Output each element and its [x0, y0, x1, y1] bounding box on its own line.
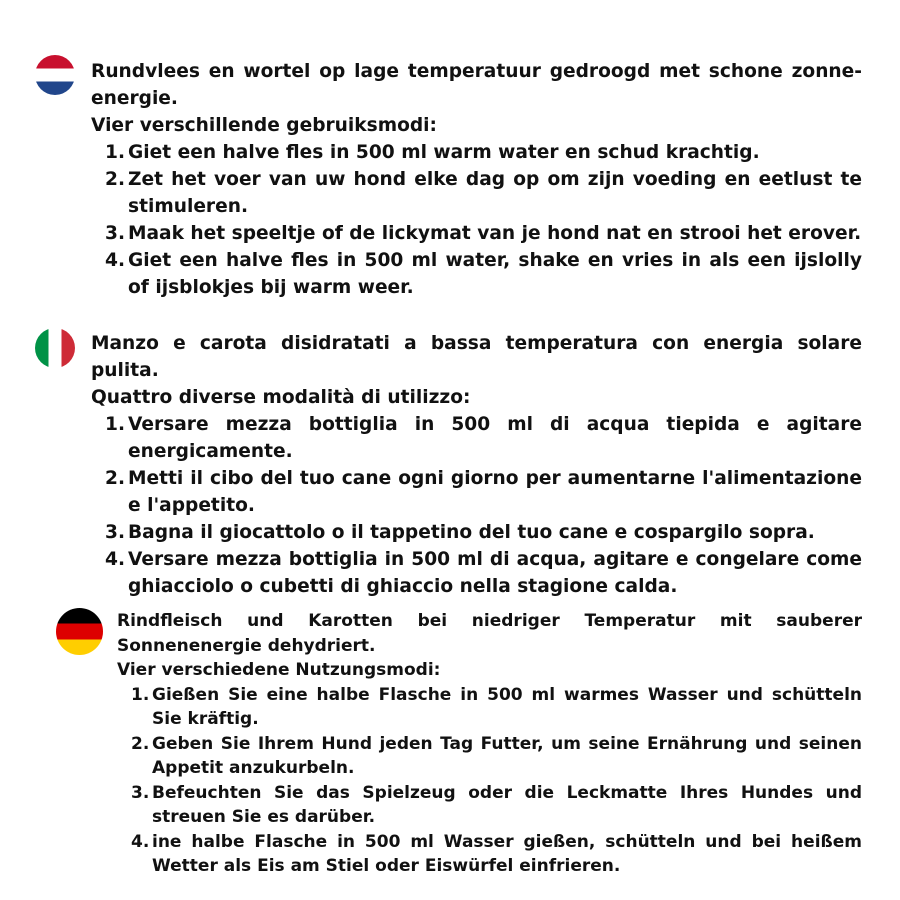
- item-text: Gießen Sie eine halbe Flasche in 500 ml warmes Wasser und schütteln Sie kräftig.: [152, 684, 862, 729]
- usage-list: [131, 683, 862, 879]
- list-item: [105, 546, 862, 600]
- item-text: Giet een halve fles in 500 ml water, shake en vries in als een ijslolly of ijsblokjes bij warm weer.: [128, 250, 862, 298]
- item-number: 4.: [105, 250, 126, 271]
- item-number: 3.: [131, 782, 150, 803]
- intro-text: Rindfleisch und Karotten bei niedriger Temperatur mit sauberer Sonnenenergie dehydriert.: [117, 611, 862, 656]
- item-number: 3.: [105, 522, 126, 543]
- item-text: Versare mezza bottiglia in 500 ml di acqua, agitare e congelare come ghiacciolo o cubetti di ghiaccio nella stagione calda.: [128, 549, 862, 597]
- section-text: [91, 58, 862, 301]
- italy-flag-icon: [35, 328, 75, 368]
- modes-heading: Vier verschiedene Nutzungsmodi:: [117, 660, 441, 680]
- item-text: Giet een halve fles in 500 ml warm water en schud krachtig.: [128, 142, 760, 163]
- intro-text: Rundvlees en wortel op lage temperatuur gedroogd met schone zonne-energie.: [91, 61, 862, 109]
- list-item: [105, 519, 862, 546]
- item-number: 2.: [105, 468, 126, 489]
- item-number: 1.: [105, 142, 126, 163]
- item-text: Zet het voer van uw hond elke dag op om zijn voeding en eetlust te stimuleren.: [128, 169, 862, 217]
- usage-list: [105, 139, 862, 301]
- item-text: Metti il cibo del tuo cane ogni giorno per aumentarne l'alimentazione e l'appetito.: [128, 468, 862, 516]
- item-text: Geben Sie Ihrem Hund jeden Tag Futter, um seine Ernährung und seinen Appetit anzukurbeln.: [152, 733, 862, 778]
- item-number: 1.: [105, 414, 126, 435]
- list-item: [131, 732, 862, 781]
- item-number: 2.: [131, 733, 150, 754]
- netherlands-flag-icon: [35, 55, 75, 95]
- item-text: Befeuchten Sie das Spielzeug oder die Leckmatte Ihres Hundes und streuen Sie es darüber.: [152, 782, 862, 827]
- item-text: ine halbe Flasche in 500 ml Wasser gießen, schütteln und bei heißem Wetter als Eis am Stiel oder Eiswürfel einfrieren.: [152, 831, 862, 876]
- list-item: [131, 781, 862, 830]
- item-number: 4.: [105, 549, 126, 570]
- list-item: [105, 465, 862, 519]
- section-text: [117, 609, 862, 879]
- item-text: Maak het speeltje of de lickymat van je hond nat en strooi het erover.: [128, 223, 862, 244]
- list-item: [105, 166, 862, 220]
- germany-flag-icon: [56, 608, 103, 655]
- item-number: 4.: [131, 831, 150, 852]
- intro-text: Manzo e carota disidratati a bassa temperatura con energia solare pulita.: [91, 333, 862, 381]
- usage-list: [105, 411, 862, 600]
- list-item: [105, 220, 862, 247]
- modes-heading: Vier verschillende gebruiksmodi:: [91, 115, 437, 136]
- item-text: Bagna il giocattolo o il tappetino del tuo cane e cospargilo sopra.: [128, 522, 815, 543]
- item-text: Versare mezza bottiglia in 500 ml di acqua tiepida e agitare energicamente.: [128, 414, 862, 462]
- item-number: 2.: [105, 169, 126, 190]
- section-text: [91, 330, 862, 600]
- list-item: [105, 247, 862, 301]
- list-item: [131, 683, 862, 732]
- list-item: [131, 830, 862, 879]
- list-item: [105, 139, 862, 166]
- modes-heading: Quattro diverse modalità di utilizzo:: [91, 387, 471, 408]
- list-item: [105, 411, 862, 465]
- item-number: 3.: [105, 223, 126, 244]
- item-number: 1.: [131, 684, 150, 705]
